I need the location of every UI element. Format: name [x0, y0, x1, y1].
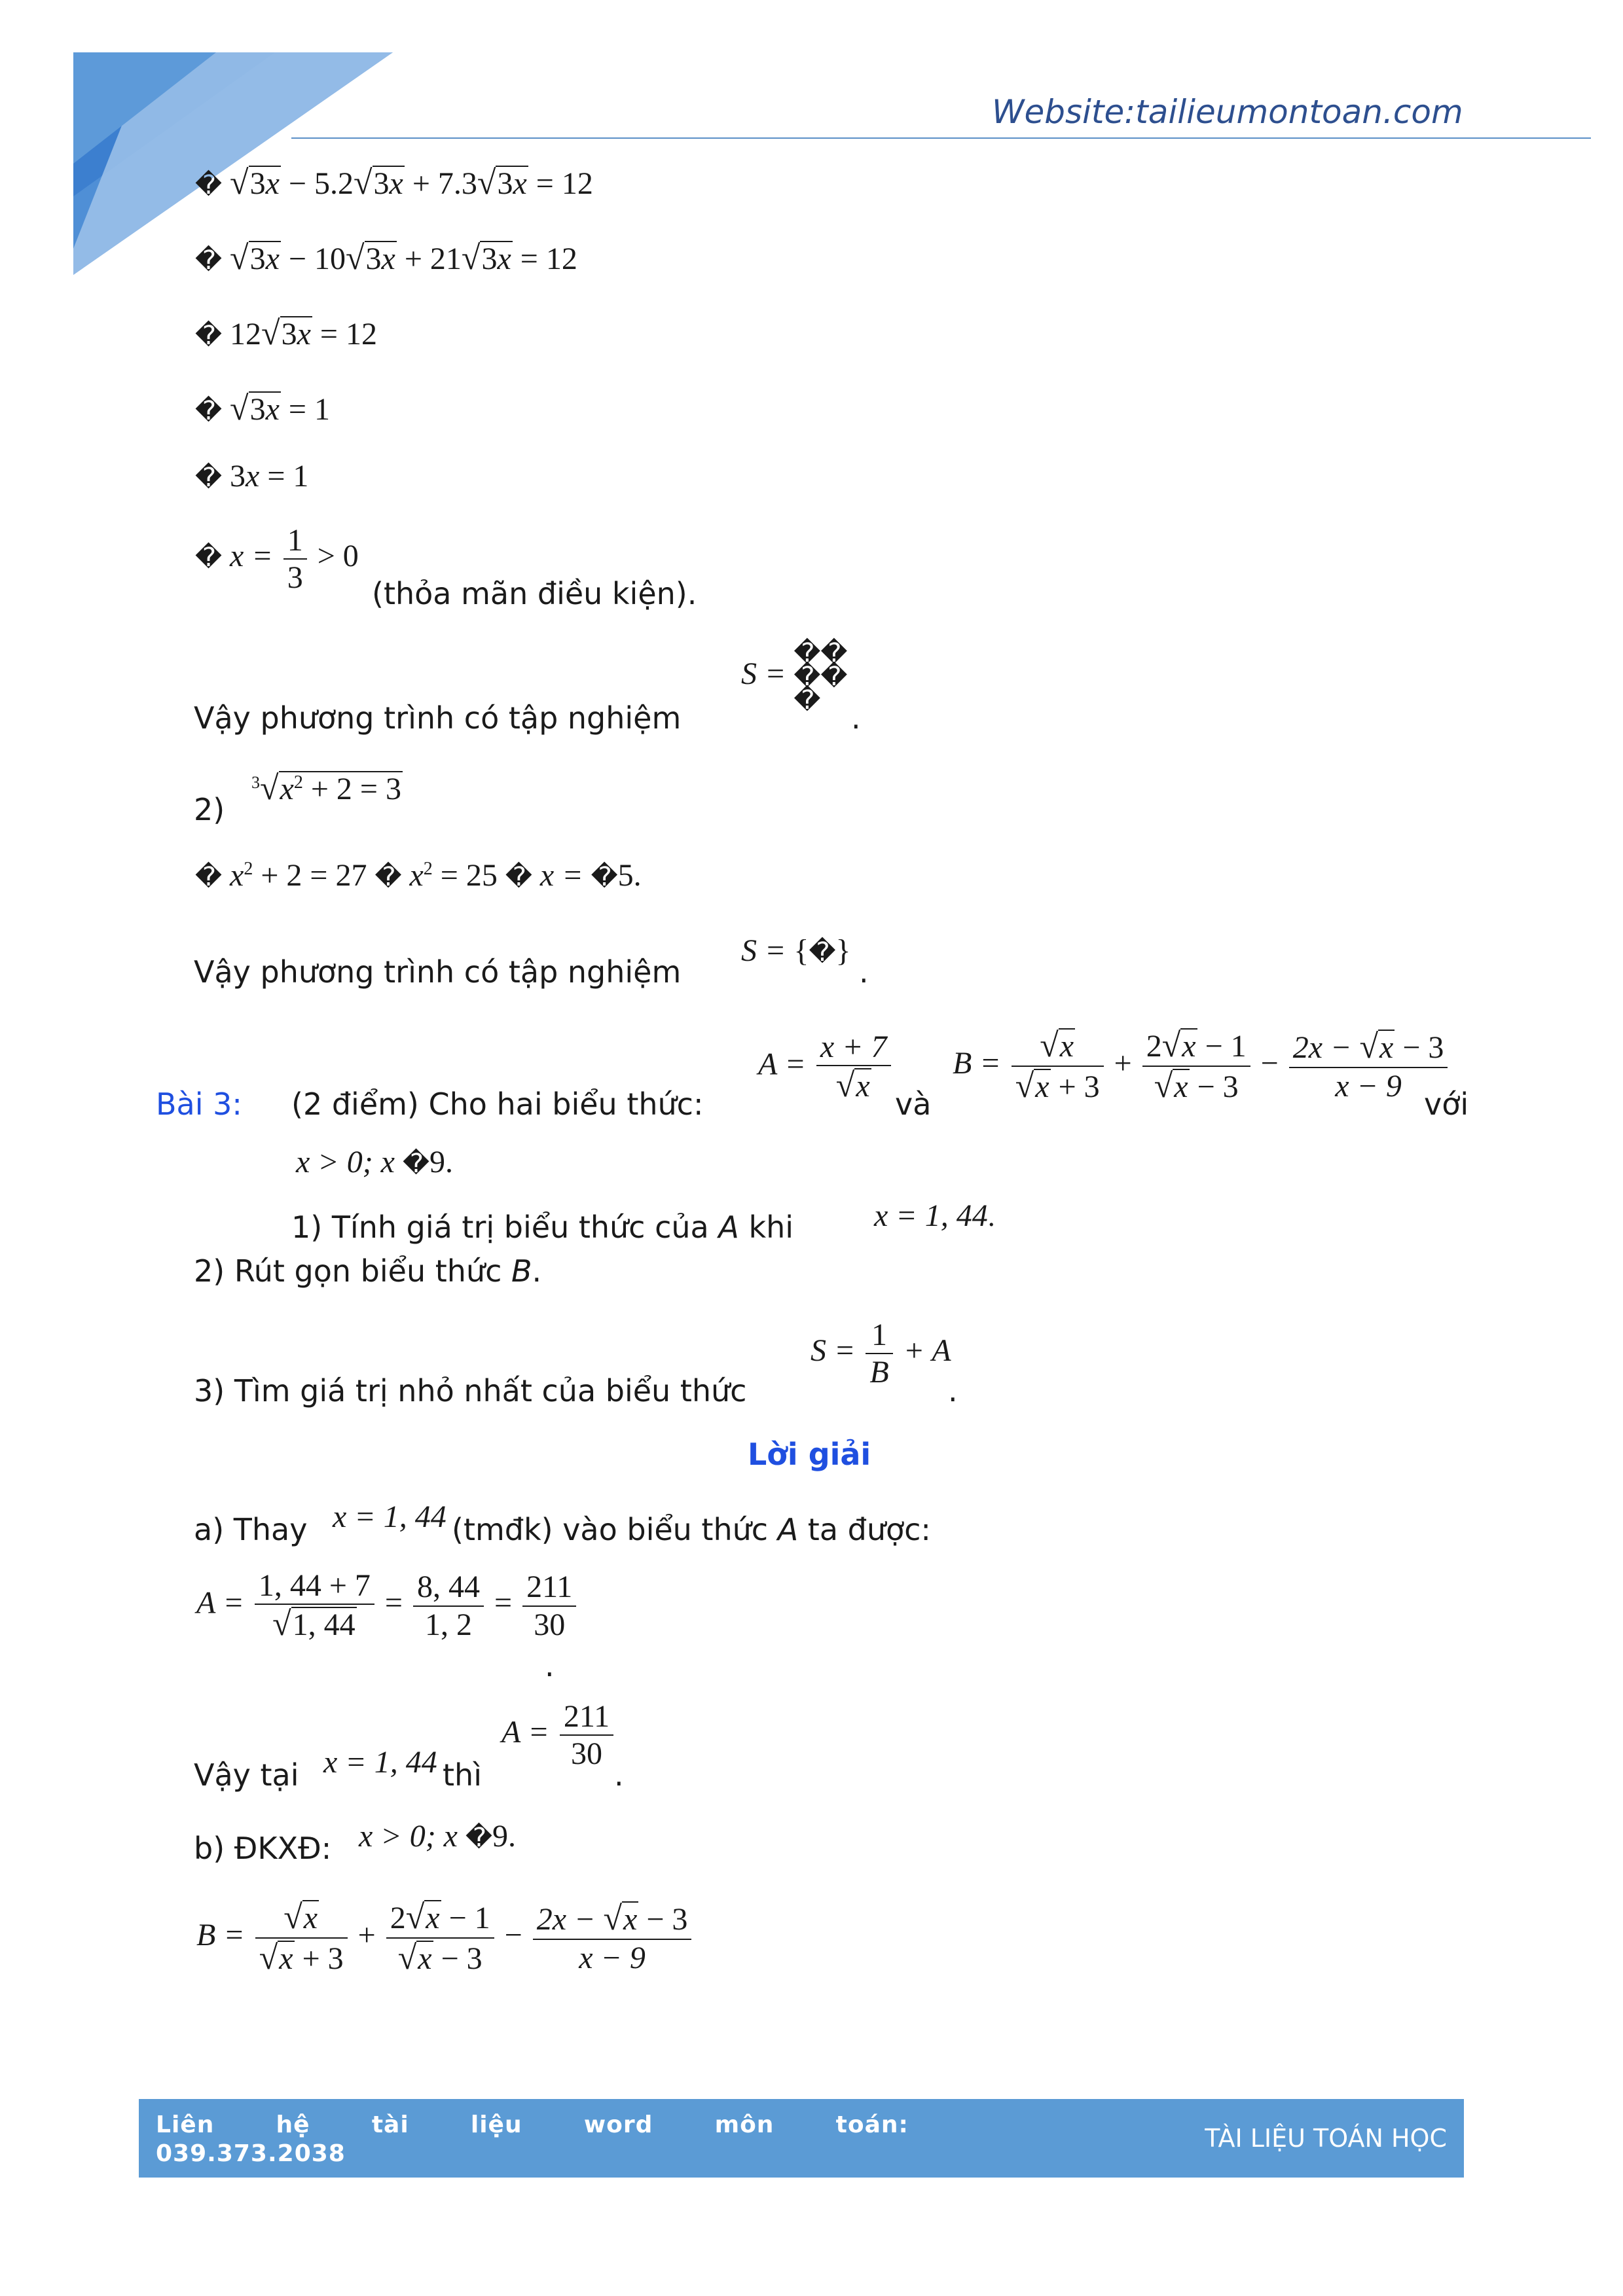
step-3: � 12√3x = 12 — [195, 315, 377, 352]
calculation-A: A = $\frac{1, 44 + 7}{√1, 44}$ = $\frac{8, 44}{1, 2}$ = $\frac{211}{30}$ — [196, 1568, 579, 1644]
solution-set-1: S = �� �� � — [741, 638, 848, 715]
step-6: � x = $\frac{1}{3}$ > 0 — [195, 523, 359, 596]
and-word: và — [895, 1086, 932, 1122]
part-2-steps: � $x^2 + 2 = 27$ � $x^2 = 25$ � x = �5. — [195, 858, 642, 893]
expression-A: A = $\frac{x + 7}{√x}$ — [758, 1029, 894, 1105]
question-3-dot: . — [948, 1373, 958, 1408]
solution-set-2: S = {�} — [741, 933, 851, 968]
footer-word: toán: — [835, 2111, 909, 2138]
bai-3-label: Bài 3: — [156, 1086, 242, 1122]
footer-word: Liên — [156, 2111, 215, 2138]
step-2: � √3x − 10√3x + 21√3x = 12 — [195, 240, 577, 277]
solution-b-label: b) ĐKXĐ: — [194, 1831, 332, 1866]
solution-a-value: x = 1, 44 — [333, 1499, 447, 1534]
step-5: � 3x = 1 — [195, 459, 309, 493]
solution-a-intro: a) Thay — [194, 1512, 308, 1547]
solution-a-rest: (tmđk) vào biểu thức A ta được: — [452, 1512, 931, 1547]
conclusion-1-dot: . — [851, 700, 861, 736]
calculation-dot: . — [545, 1648, 555, 1683]
footer-word: tài — [371, 2111, 409, 2138]
conclusion-a-intro: Vậy tại — [194, 1757, 299, 1793]
footer-contact — [156, 2111, 909, 2168]
solution-b-condition: x > 0; x �9. — [359, 1819, 516, 1854]
footer-word: hệ — [276, 2111, 310, 2138]
conclusion-2-dot: . — [859, 954, 869, 990]
conclusion-a-dot: . — [614, 1757, 624, 1793]
conclusion-a-value: x = 1, 44 — [323, 1745, 437, 1780]
footer-word: word — [583, 2111, 653, 2138]
solution-title: Lời giải — [748, 1437, 871, 1472]
bai-3-intro: (2 điểm) Cho hai biểu thức: — [291, 1086, 704, 1122]
header-divider — [291, 137, 1591, 139]
expression-B-restated: B = $\frac{√x}{√x + 3}$ + $\frac{2√x - 1}{√x - 3}$ − $\frac{2x - √x - 3}{x - 9}$ — [196, 1898, 694, 1978]
step-1: � √3x − 5.2√3x + 7.3√3x = 12 — [195, 164, 593, 202]
with-word: với — [1424, 1086, 1469, 1122]
question-1: 1) Tính giá trị biểu thức của A khi — [291, 1210, 794, 1245]
question-1-value: x = 1, 44. — [874, 1198, 995, 1233]
conclusion-a-result: A = $\frac{211}{30}$ — [501, 1698, 616, 1772]
footer-banner — [139, 2099, 1464, 2178]
conclusion-1: Vậy phương trình có tập nghiệm — [194, 700, 682, 736]
question-3: 3) Tìm giá trị nhỏ nhất của biểu thức — [194, 1373, 747, 1408]
website-header: Website:tailieumontoan.com — [992, 93, 1463, 131]
condition-note: (thỏa mãn điều kiện). — [372, 576, 697, 611]
conclusion-2: Vậy phương trình có tập nghiệm — [194, 954, 682, 990]
expression-B: B = $\frac{√x}{√x + 3}$ + $\frac{2√x - 1}{√x - 3}$ − $\frac{2x - √x - 3}{x - 9}$ — [953, 1026, 1450, 1106]
part-2-label: 2) — [194, 792, 225, 827]
question-3-expression: S = $\frac{1}{B}$ + A — [811, 1318, 951, 1390]
footer-word: môn — [714, 2111, 775, 2138]
footer-phone: 039.373.2038 — [156, 2140, 346, 2167]
domain-condition: x > 0; x �9. — [296, 1145, 453, 1179]
part-2-equation: $^3√x^2 + 2 = 3$ — [251, 770, 401, 807]
conclusion-a-then: thì — [443, 1757, 482, 1793]
footer-brand: TÀI LIỆU TOÁN HỌC — [1205, 2124, 1447, 2153]
question-2: 2) Rút gọn biểu thức B. — [194, 1253, 542, 1289]
footer-word: liệu — [470, 2111, 522, 2138]
step-4: � √3x = 1 — [195, 390, 330, 427]
